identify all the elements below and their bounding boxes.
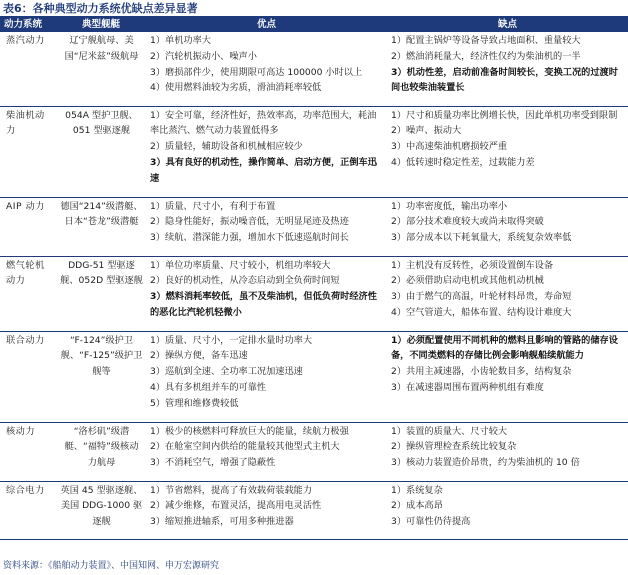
cell-cons xyxy=(387,197,628,256)
cons-point: 1）系统复杂 xyxy=(391,484,443,496)
header-system: 动力系统 xyxy=(0,18,56,32)
cell-pros xyxy=(146,32,387,106)
cell-pros xyxy=(146,197,387,256)
cell-system: AIP 动力 xyxy=(0,197,56,256)
pros-point: 4）使用燃料油较为劣质，滑油消耗率较低 xyxy=(150,82,322,94)
cell-cons xyxy=(387,106,628,197)
table-row xyxy=(0,331,628,422)
cons-point: 2）必须借助启动电机或其他机动机械 xyxy=(391,275,544,287)
cell-cons xyxy=(387,422,628,481)
cell-ship: DDG-51 型驱逐舰、052D 型驱逐舰 xyxy=(56,256,146,331)
cell-pros xyxy=(146,481,387,539)
header-ship: 典型舰艇 xyxy=(56,18,146,32)
cell-pros xyxy=(146,331,387,422)
cons-point: 2）操纵管理检查系统比较复杂 xyxy=(391,441,517,453)
table-row xyxy=(0,422,628,481)
cell-cons xyxy=(387,256,628,331)
source-note: 资料来源：《船舶动力装置》、中国知网、申万宏源研究 xyxy=(3,561,220,571)
cell-cons xyxy=(387,331,628,422)
pros-point: 2）良好的机动性，从冷态启动到全负荷时间短 xyxy=(150,275,340,287)
cons-point: 3）部分成本以下耗氧量大，系统复杂效率低 xyxy=(391,232,572,244)
cons-point: 2）燃油消耗量大，经济性仅约为柴油机的一半 xyxy=(391,50,581,62)
table-row xyxy=(0,197,628,256)
cell-system: 联合动力 xyxy=(0,331,56,422)
cell-system: 蒸汽动力 xyxy=(0,32,56,106)
pros-point: 1）节省燃料，提高了有效载荷装载能力 xyxy=(150,484,313,496)
cons-point: 1）装置的质量大、尺寸较大 xyxy=(391,425,508,437)
cons-point: 1）主机没有反转性，必须设置倒车设备 xyxy=(391,259,554,271)
pros-point: 1）单机功率大 xyxy=(150,35,211,46)
cell-system: 柴油机动力 xyxy=(0,106,56,197)
pros-point: 1）质量、尺寸小，一定排水量时功率大 xyxy=(150,334,313,346)
pros-point: 2）操纵方便，备车迅速 xyxy=(150,350,248,362)
cell-ship: “洛杉矶”级潜艇、“福特”级核动力航母 xyxy=(56,422,146,481)
comparison-table xyxy=(0,18,628,540)
cons-point: 2）噪声、振动大 xyxy=(391,125,462,137)
cons-point: 4）空气管道大，船体布置、结构设计难度大 xyxy=(391,306,572,318)
cell-cons xyxy=(387,481,628,539)
cell-system: 核动力 xyxy=(0,422,56,481)
cell-system: 综合电力 xyxy=(0,481,56,539)
pros-point: 1）质量、尺寸小，有利于布置 xyxy=(150,200,276,212)
cons-point: 2）部分技术难度较大或尚未取得突破 xyxy=(391,216,544,228)
cell-pros xyxy=(146,256,387,331)
cell-ship: 德国“214”级潜艇、日本“苍龙”级潜艇 xyxy=(56,197,146,256)
table-row xyxy=(0,481,628,539)
cell-ship: “F-124”级护卫舰、“F-125”级护卫舰等 xyxy=(56,331,146,422)
pros-point: 1）极少的核燃料可释放巨大的能量，续航力极强 xyxy=(150,425,349,437)
header-cons: 缺点 xyxy=(387,18,628,32)
cons-point: 1）配置主锅炉等设备导致占地面积、重量较大 xyxy=(391,35,581,46)
pros-point: 2）汽轮机振动小、噪声小 xyxy=(150,50,257,62)
cons-point: 1）必须配置使用不同机种的燃料且影响的管路的储存设备，不同类燃料的存储比例会影响舰船续航能力 xyxy=(391,334,618,362)
cons-point: 1）功率密度低，输出功率小 xyxy=(391,200,508,212)
cons-point: 3）在减速器周围布置两种机组有难度 xyxy=(391,381,544,393)
pros-point: 4）具有多机组并车的可靠性 xyxy=(150,381,267,393)
pros-point: 1）单位功率质量、尺寸较小，机组功率较大 xyxy=(150,259,331,271)
pros-point: 3）具有良好的机动性，操作简单、启动方便，正倒车迅速 xyxy=(150,156,377,184)
pros-point: 2）隐身性能好，振动噪音低，无明显尾迹及热迹 xyxy=(150,216,349,228)
cell-ship: 辽宁舰航母、美国“尼米兹”级航母 xyxy=(56,32,146,106)
pros-point: 3）缩短推进轴系，可用多种推进器 xyxy=(150,516,294,528)
pros-point: 3）巡航到全速、全功率工况加速迅速 xyxy=(150,366,303,378)
header-pros: 优点 xyxy=(146,18,387,32)
table-row xyxy=(0,106,628,197)
cons-point: 1）尺寸和质量功率比例增长快，因此单机功率受到限制 xyxy=(391,109,618,121)
cons-point: 2）共用主减速器，小齿轮数目多，结构复杂 xyxy=(391,366,572,378)
table-row xyxy=(0,32,628,106)
cell-system: 燃气轮机动力 xyxy=(0,256,56,331)
pros-point: 5）管理和维修费较低 xyxy=(150,397,239,409)
cell-pros xyxy=(146,106,387,197)
cons-point: 2）成本高昂 xyxy=(391,500,443,512)
cons-point: 3）核动力装置造价昂贵，约为柴油机的 10 倍 xyxy=(391,457,580,469)
pros-point: 3）磨损部件少，使用期限可高达 100000 小时以上 xyxy=(150,66,363,78)
cons-point: 3）机动性差，启动前准备时间较长，变换工况的过渡时间也较柴油装置长 xyxy=(391,66,618,94)
cons-point: 3）中高速柴油机磨损较严重 xyxy=(391,141,508,153)
pros-point: 1）安全可靠，经济性好，热效率高，功率范围大，耗油率比蒸汽、燃气动力装置低得多 xyxy=(150,109,377,137)
table-header-row xyxy=(0,18,628,32)
pros-point: 2）质量轻，辅助设备和机械相应较少 xyxy=(150,141,303,153)
pros-point: 3）续航、潜深能力强，增加水下低速巡航时间长 xyxy=(150,232,349,244)
table-row xyxy=(0,256,628,331)
pros-point: 2）在舱室空间内供给的能量较其他型式主机大 xyxy=(150,441,340,453)
cell-ship: 英国 45 型驱逐舰、美国 DDG-1000 驱逐舰 xyxy=(56,481,146,539)
pros-point: 3）不消耗空气，增强了隐蔽性 xyxy=(150,457,276,469)
cons-point: 4）低转速时稳定性差，过载能力差 xyxy=(391,156,535,168)
pros-point: 3）燃料消耗率较低，虽不及柴油机，但低负荷时经济性的恶化比汽轮机轻微小 xyxy=(150,291,377,318)
table-title: 表6：各种典型动力系统优缺点差异显著 xyxy=(3,2,198,15)
cell-cons xyxy=(387,32,628,106)
cell-ship: 054A 型护卫舰、051 型驱逐舰 xyxy=(56,106,146,197)
cons-point: 3）可靠性仍待提高 xyxy=(391,516,471,528)
cons-point: 3）由于燃气的高温，叶轮材料昂贵，寿命短 xyxy=(391,291,572,303)
pros-point: 2）减少维修，布置灵活，提高用电灵活性 xyxy=(150,500,322,512)
cell-pros xyxy=(146,422,387,481)
